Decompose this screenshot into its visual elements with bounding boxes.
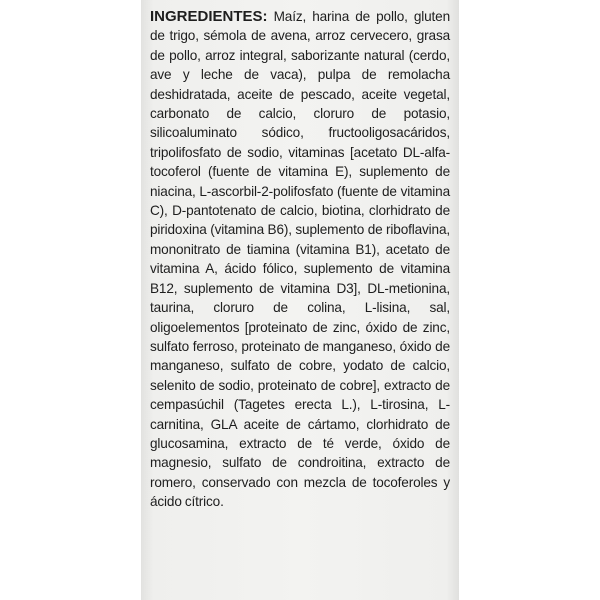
ingredients-paragraph	[150, 7, 450, 512]
ingredients-heading: INGREDIENTES:	[150, 8, 268, 25]
ingredients-body: Maíz, harina de pollo, gluten de trigo, sémola de avena, arroz cervecero, grasa de pollo, arroz integral, saborizante natural (cerdo, ave y leche de vaca), pulpa de remolacha deshidratada, aceite de pescado, aceite vegetal, carbonato de calcio, cloruro de potasio, silicoaluminato sódico, fructooligosacáridos, tripolifosfato de sodio, vitaminas [acetato DL-alfa-tocoferol (fuente de vitamina E), suplemento de niacina, L-ascorbil-2-polifosfato (fuente de vitamina C), D-pantotenato de calcio, biotina, clorhidrato de piridoxina (vitamina B6), suplemento de riboflavina, mononitrato de tiamina (vitamina B1), acetato de vitamina A, ácido fólico, suplemento de vitamina B12, suplemento de vitamina D3], DL-metionina, taurina, cloruro de colina, L-lisina, sal, oligoelementos [proteinato de zinc, óxido de zinc, sulfato ferroso, proteinato de manganeso, óxido de manganeso, sulfato de cobre, yodato de calcio, selenito de sodio, proteinato de cobre], extracto de cempasúchil (Tagetes erecta L.), L-tirosina, L-carnitina, GLA aceite de cártamo, clorhidrato de glucosamina, extracto de té verde, óxido de magnesio, sulfato de condroitina, extracto de romero, conservado con mezcla de tocoferoles y ácido cítrico.	[150, 9, 450, 510]
ingredients-label-panel	[141, 0, 459, 600]
